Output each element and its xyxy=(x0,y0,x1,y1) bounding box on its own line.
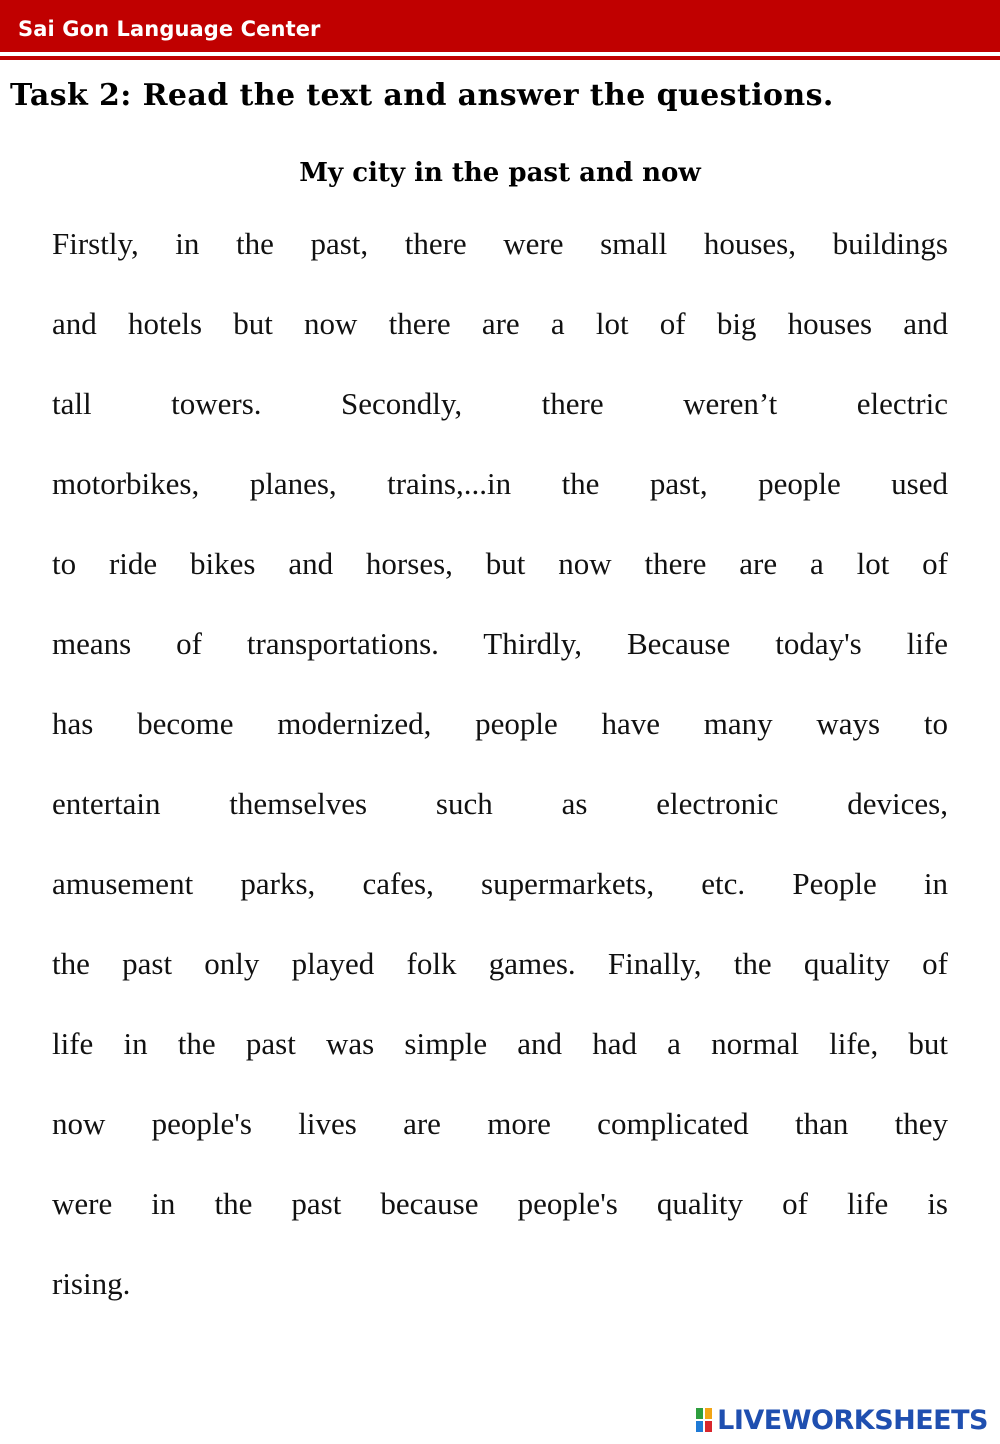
passage-line: amusement parks, cafes, supermarkets, etc. People in xyxy=(52,866,948,901)
task-title: Task 2: Read the text and answer the questions. xyxy=(10,78,834,113)
header-divider xyxy=(0,56,1000,60)
liveworksheets-logo-icon xyxy=(695,1407,713,1433)
passage-line: and hotels but now there are a lot of big houses and xyxy=(52,306,948,341)
header-bar xyxy=(0,0,1000,52)
logo-square-red xyxy=(704,1420,713,1433)
logo-square-green xyxy=(695,1407,704,1420)
passage-line: has become modernized, people have many ways to xyxy=(52,706,948,741)
passage-line: Firstly, in the past, there were small houses, buildings xyxy=(52,226,948,261)
passage-line: rising. xyxy=(52,1266,131,1301)
passage-line: to ride bikes and horses, but now there are a lot of xyxy=(52,546,948,581)
logo-square-orange xyxy=(704,1407,713,1420)
logo-square-blue xyxy=(695,1420,704,1433)
passage-line: the past only played folk games. Finally, the quality of xyxy=(52,946,948,981)
liveworksheets-logo[interactable] xyxy=(695,1402,988,1438)
logo-text: LIVEWORKSHEETS xyxy=(717,1404,988,1436)
passage-line: tall towers. Secondly, there weren’t electric xyxy=(52,386,948,421)
passage-line: means of transportations. Thirdly, Because today's life xyxy=(52,626,948,661)
passage-text xyxy=(52,224,948,1344)
passage-line: now people's lives are more complicated than they xyxy=(52,1106,948,1141)
passage-line: were in the past because people's quality of life is xyxy=(52,1186,948,1221)
brand-name: Sai Gon Language Center xyxy=(18,17,321,41)
passage-title: My city in the past and now xyxy=(299,158,701,188)
passage-line: life in the past was simple and had a normal life, but xyxy=(52,1026,948,1061)
passage-line: motorbikes, planes, trains,...in the past, people used xyxy=(52,466,948,501)
passage-line: entertain themselves such as electronic devices, xyxy=(52,786,948,821)
